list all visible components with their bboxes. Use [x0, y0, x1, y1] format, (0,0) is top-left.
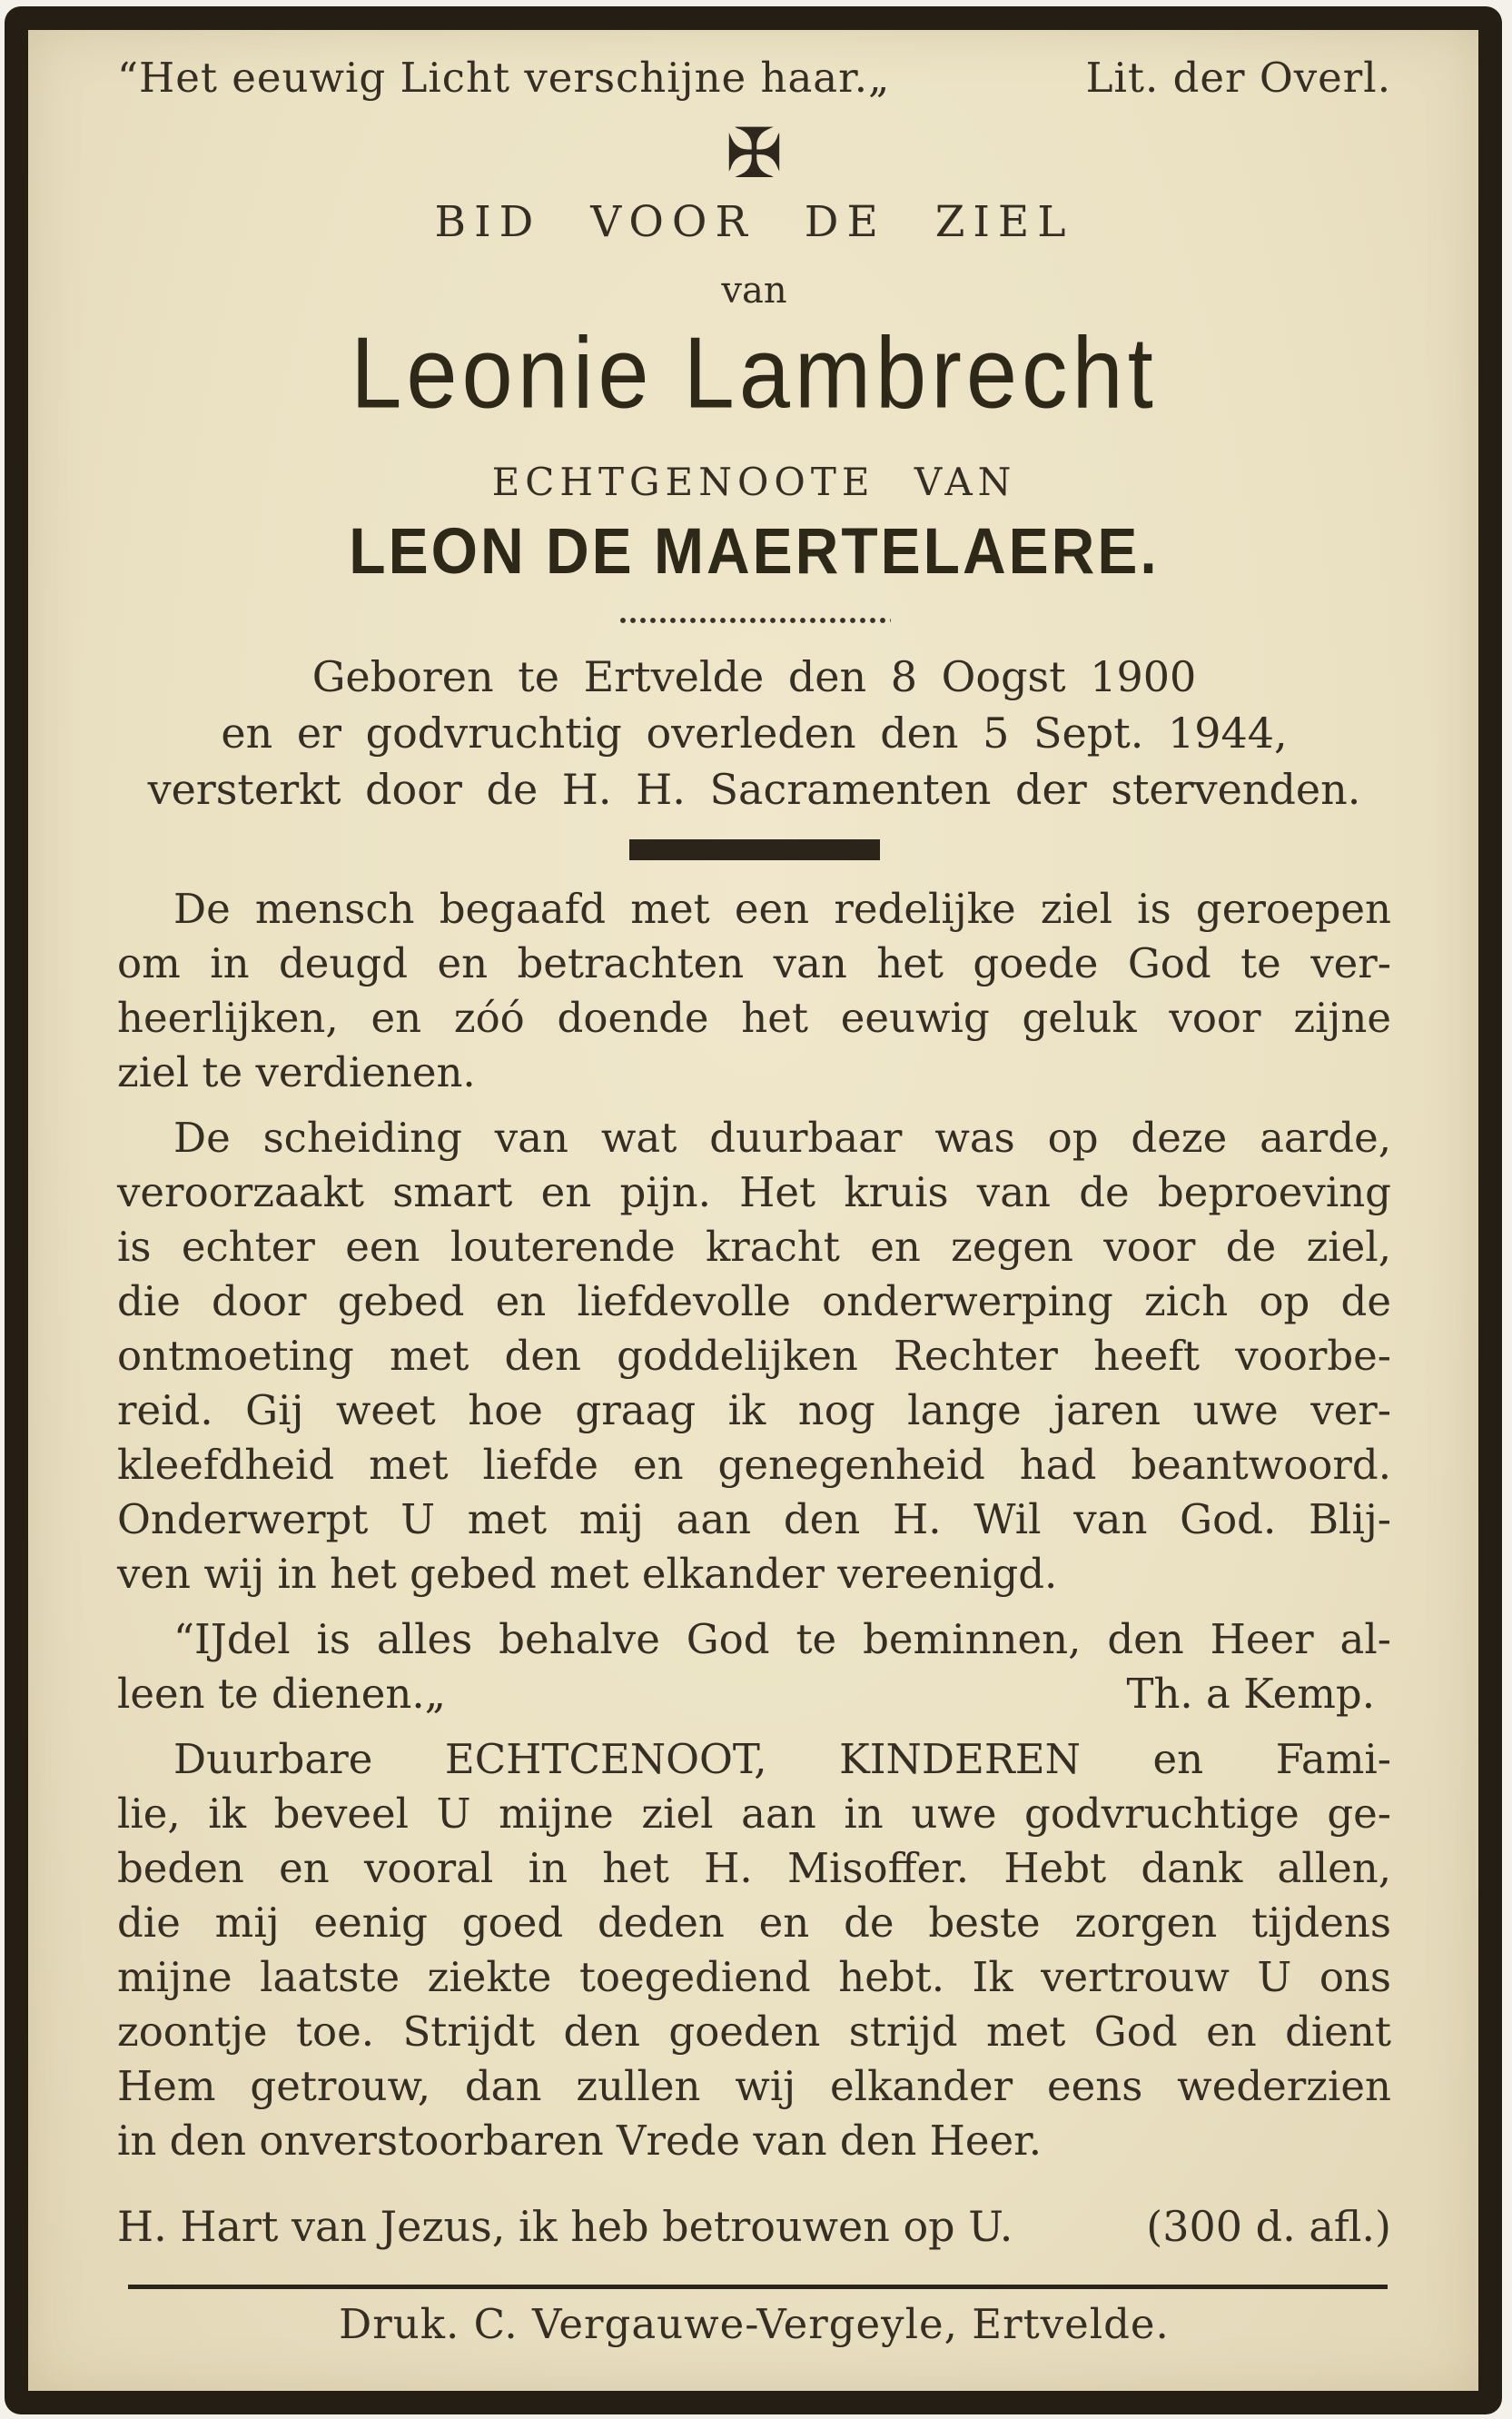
text-line: beden en vooral in het H. Misoffer. Hebt dank allen, — [117, 1844, 1391, 1892]
body-paragraph-3 — [117, 1732, 1391, 2168]
vitals-block — [117, 649, 1391, 818]
quote-line-1: “IJdel is alles behalve God te beminnen, den Heer al- — [173, 1615, 1391, 1663]
text-line: ziel te verdienen. — [117, 1048, 476, 1096]
text-line: en er godvruchtig overleden den 5 Sept. 1944, — [221, 709, 1288, 758]
header-source: Lit. der Overl. — [1085, 54, 1391, 102]
text-line: ven wij in het gebed met elkander vereenigd. — [117, 1550, 1058, 1598]
text-line: die door gebed en liefdevolle onderwerping zich op de — [117, 1277, 1391, 1325]
text-line: in den onverstoorbaren Vrede van den Heer. — [117, 2117, 1042, 2165]
text-line: Geboren te Ertvelde den 8 Oogst 1900 — [311, 652, 1197, 701]
body-paragraph-2 — [117, 1111, 1391, 1601]
dotted-divider — [618, 616, 891, 625]
invocation-line — [117, 2199, 1391, 2254]
text-line: Duurbare ECHTCENOOT, KINDEREN en Fami- — [173, 1735, 1391, 1783]
text-line: kleefdheid met liefde en genegenheid had beantwoord. — [117, 1441, 1391, 1489]
bar-divider — [629, 839, 880, 860]
relation-label: ECHTGENOOTE VAN — [491, 460, 1017, 504]
text-line: De mensch begaafd met een redelijke ziel is geroepen — [173, 885, 1391, 933]
invocation-text: H. Hart van Jezus, ik heb betrouwen op U. — [117, 2202, 1013, 2251]
text-line: reid. Gij weet hoe graag ik nog lange jaren uwe ver- — [117, 1386, 1391, 1434]
text-line: Onderwerpt U met mij aan den H. Wil van God. Blij- — [117, 1495, 1391, 1543]
text-line: lie, ik beveel U mijne ziel aan in uwe godvruchtige ge- — [117, 1789, 1391, 1838]
text-line: heerlijken, en zóó doende het eeuwig geluk voor zijne — [117, 994, 1391, 1042]
spouse-name: LEON DE MAERTELAERE. — [349, 514, 1160, 587]
memorial-card — [5, 6, 1502, 2414]
quote-line-2 — [117, 1667, 1391, 1721]
preposition-van: van — [721, 270, 787, 312]
prayer-heading: BID VOOR DE ZIEL — [434, 197, 1074, 247]
maltese-cross-icon: ✠ — [725, 113, 784, 193]
printer-credit: Druk. C. Vergauwe-Vergeyle, Ertvelde. — [339, 2300, 1170, 2348]
deceased-name: Leonie Lambrecht — [351, 317, 1158, 430]
card-content — [28, 30, 1478, 2349]
text-line: die mij eenig goed deden en de beste zorgen tijdens — [117, 1899, 1391, 1947]
text-line: zoontje toe. Strijdt den goeden strijd met God en dient — [117, 2008, 1391, 2056]
quote-attribution: Th. a Kemp. — [1126, 1670, 1375, 1718]
header-line — [117, 54, 1391, 102]
quote-block — [117, 1612, 1391, 1721]
divider-rule — [128, 2285, 1388, 2289]
indulgence-note: (300 d. afl.) — [1146, 2202, 1391, 2251]
text-line: veroorzaakt smart en pijn. Het kruis van de beproeving — [117, 1168, 1391, 1216]
quote-line-2-text: leen te dienen.„ — [117, 1670, 446, 1718]
text-line: mijne laatste ziekte toegediend hebt. Ik vertrouw U ons — [117, 1953, 1391, 2001]
body-paragraph-1 — [117, 882, 1391, 1100]
text-line: versterkt door de H. H. Sacramenten der stervenden. — [147, 765, 1361, 814]
text-line: Hem getrouw, dan zullen wij elkander eens wederzien — [117, 2062, 1391, 2110]
text-line: om in deugd en betrachten van het goede God te ver- — [117, 939, 1391, 987]
text-line: is echter een louterende kracht en zegen voor de ziel, — [117, 1223, 1391, 1271]
header-quote: “Het eeuwig Licht verschijne haar.„ — [117, 54, 891, 102]
text-line: ontmoeting met den goddelijken Rechter heeft voorbe- — [117, 1332, 1391, 1380]
text-line: De scheiding van wat duurbaar was op deze aarde, — [173, 1114, 1391, 1162]
